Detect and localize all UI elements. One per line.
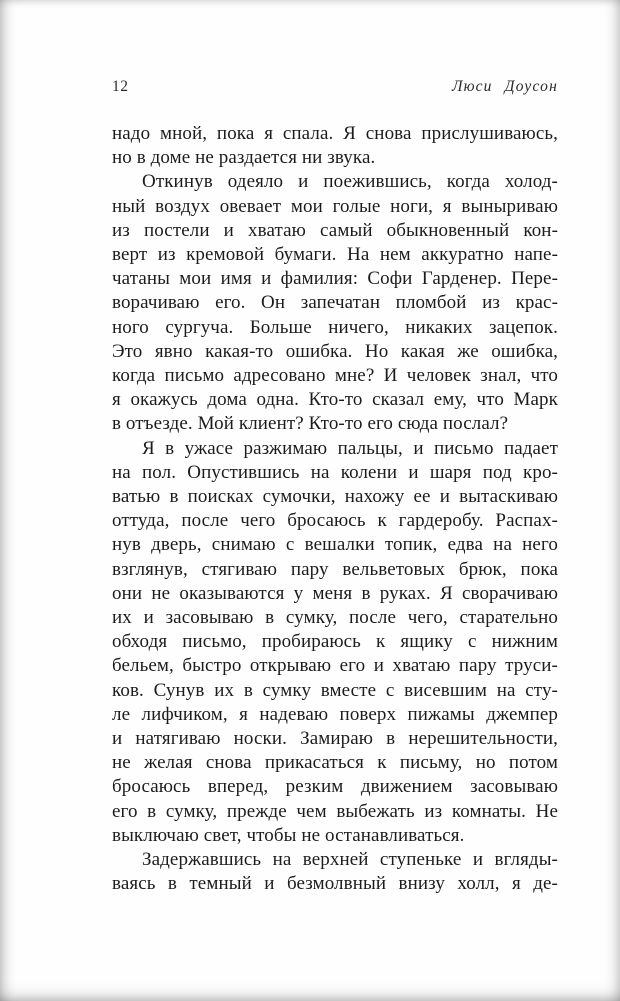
page-header: [112, 78, 558, 96]
text-line: оттуда, после чего бросаюсь к гардеробу. Распах-: [112, 510, 558, 532]
text-line: в отъезде. Мой клиент? Кто-то его сюда послал?: [112, 413, 509, 435]
text-line: ного сургуча. Больше ничего, никаких зацепок.: [112, 316, 558, 338]
text-line: чатаны мои имя и фамилия: Софи Гарденер. Пере-: [112, 268, 558, 290]
text-line: обходя письмо, пробираюсь к ящику с нижним: [112, 631, 558, 653]
text-line: бросаюсь вперед, резким движением засовываю: [112, 776, 558, 798]
text-line: Это явно какая-то ошибка. Но какая же ошибка,: [112, 340, 558, 362]
text-line: бельем, быстро открываю его и хватаю пару труси-: [112, 655, 558, 677]
text-line: на пол. Опустившись на колени и шаря под кро-: [112, 461, 558, 483]
text-line: Я в ужасе разжимаю пальцы, и письмо падает: [142, 437, 558, 459]
text-line: я окажусь дома одна. Кто-то сказал ему, что Марк: [112, 389, 558, 411]
text-line: ный воздух овевает мои голые ноги, я выныриваю: [112, 195, 558, 217]
text-line: Откинув одеяло и поежившись, когда холод-: [142, 171, 558, 193]
text-line: ватью в поисках сумочки, нахожу ее и вытаскиваю: [112, 486, 558, 508]
text-line: когда письмо адресовано мне? И человек знал, что: [112, 365, 558, 387]
text-line: они не оказываются у меня в руках. Я сворачиваю: [112, 582, 558, 604]
text-line: ваясь в темный и безмолвный внизу холл, я де-: [112, 873, 558, 895]
text-line: из постели и хватаю самый обыкновенный кон-: [112, 219, 558, 241]
body-text: [112, 122, 558, 897]
text-line: выключаю свет, чтобы не останавливаться.: [112, 824, 465, 846]
text-line: надо мной, пока я спала. Я снова прислушиваюсь,: [112, 123, 558, 144]
text-line: но в доме не раздается ни звука.: [112, 147, 376, 169]
paragraph: [112, 848, 558, 896]
text-line: не желая снова прикасаться к письму, но потом: [112, 752, 558, 774]
paragraph: [112, 122, 558, 170]
text-line: ков. Сунув их в сумку вместе с висевшим на сту-: [112, 679, 558, 701]
paragraph: [112, 170, 558, 436]
paragraph: [112, 437, 558, 848]
text-line: ворачиваю его. Он запечатан пломбой из крас-: [112, 292, 558, 314]
text-line: верт из кремовой бумаги. На нем аккуратно напе-: [112, 244, 558, 266]
running-head-author: Люси Доусон: [451, 78, 558, 95]
text-line: их и засовываю в сумку, после чего, старательно: [112, 607, 558, 629]
text-line: его в сумку, прежде чем выбежать из комнаты. Не: [112, 800, 558, 822]
text-line: нув дверь, снимаю с вешалки топик, едва на него: [112, 534, 558, 556]
text-line: Задержавшись на верхней ступеньке и вгляды-: [142, 849, 558, 871]
text-line: и натягиваю носки. Замираю в нерешительности,: [112, 728, 558, 750]
page-number: 12: [112, 78, 129, 95]
text-line: взглянув, стягиваю пару вельветовых брюк, пока: [112, 558, 558, 580]
text-line: ле лифчиком, я надеваю поверх пижамы джемпер: [112, 703, 558, 725]
page-content: [112, 78, 558, 897]
